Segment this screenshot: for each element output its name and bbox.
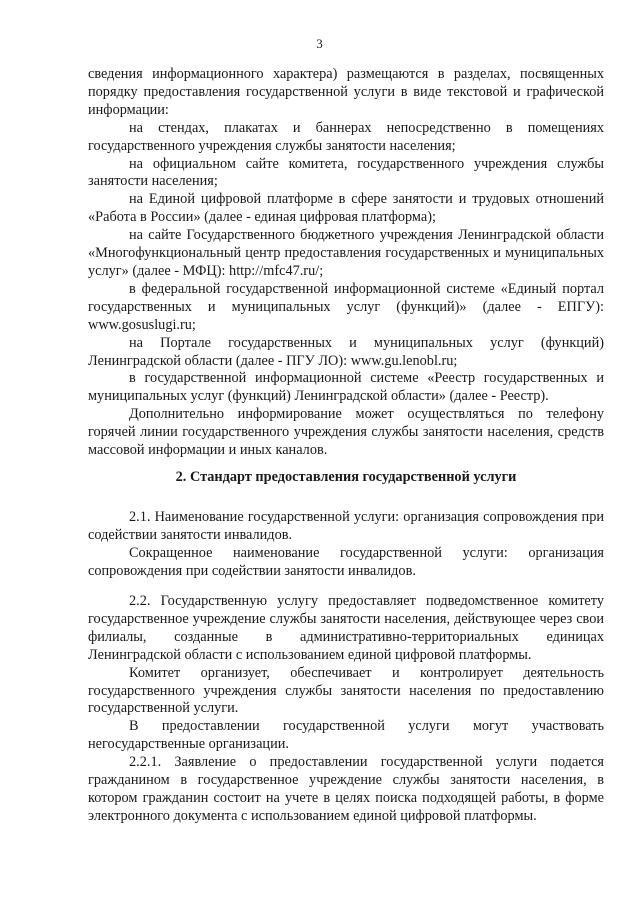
paragraph: на сайте Государственного бюджетного учреждения Ленинградской области «Многофункциональный центр предоставления государственных и муниципальных услуг» (далее - МФЦ): http://mfc47.ru/; bbox=[88, 227, 604, 279]
paragraph: Комитет организует, обеспечивает и контролирует деятельность государственного учреждения службы занятости населения по предоставлению государственной услуги. bbox=[88, 664, 604, 717]
page-number: 3 bbox=[316, 36, 323, 51]
information-channels-block bbox=[88, 66, 604, 460]
section-heading: 2. Стандарт предоставления государственной услуги bbox=[175, 469, 517, 485]
paragraph: Дополнительно информирование может осуществляться по телефону горячей линии государственного учреждения службы занятости населения, средств массовой информации и иных каналов. bbox=[88, 406, 604, 459]
paragraph: 2.2. Государственную услугу предоставляет подведомственное комитету государственное учреждение службы занятости населения, действующее через свои филиалы, созданные в административно-территориальных единицах Ленинградской области с использованием единой цифровой платформы. bbox=[88, 593, 604, 663]
paragraph: на Единой цифровой платформе в сфере занятости и трудовых отношений «Работа в России» (далее - единая цифровая платформа); bbox=[88, 191, 604, 226]
section-heading-wrap bbox=[88, 469, 604, 487]
paragraph: на официальном сайте комитета, государственного учреждения службы занятости населения; bbox=[88, 155, 604, 190]
paragraph: Сокращенное наименование государственной услуги: организация сопровождения при содействии занятости инвалидов. bbox=[88, 544, 604, 579]
paragraph: на стендах, плакатах и баннерах непосредственно в помещениях государственного учреждения службы занятости населения; bbox=[88, 119, 604, 154]
paragraph: сведения информационного характера) размещаются в разделах, посвященных порядку предоставления государственной услуги в виде текстовой и графической информации: bbox=[88, 66, 604, 118]
paragraph: в федеральной государственной информационной системе «Единый портал государственных и муниципальных услуг (функций)» (далее - ЕПГУ): www.gosuslugi.ru; bbox=[88, 280, 604, 333]
paragraph: 2.2.1. Заявление о предоставлении государственной услуги подается гражданином в государственное учреждение службы занятости населения, в котором гражданин состоит на учете в целях поиска подходящей работы, в форме электронного документа с использованием единой цифровой платформы. bbox=[88, 754, 604, 824]
paragraph: 2.1. Наименование государственной услуги: организация сопровождения при содействии занятости инвалидов. bbox=[88, 509, 604, 543]
section-2-2-block bbox=[88, 593, 604, 826]
paragraph: на Портале государственных и муниципальных услуг (функций) Ленинградской области (далее - ПГУ ЛО): www.gu.lenobl.ru; bbox=[88, 334, 604, 369]
section-2-1-block bbox=[88, 509, 604, 581]
paragraph: В предоставлении государственной услуги могут участвовать негосударственные организации. bbox=[88, 718, 604, 753]
paragraph: в государственной информационной системе «Реестр государственных и муниципальных услуг (функций) Ленинградской области» (далее - Реестр). bbox=[88, 370, 604, 405]
